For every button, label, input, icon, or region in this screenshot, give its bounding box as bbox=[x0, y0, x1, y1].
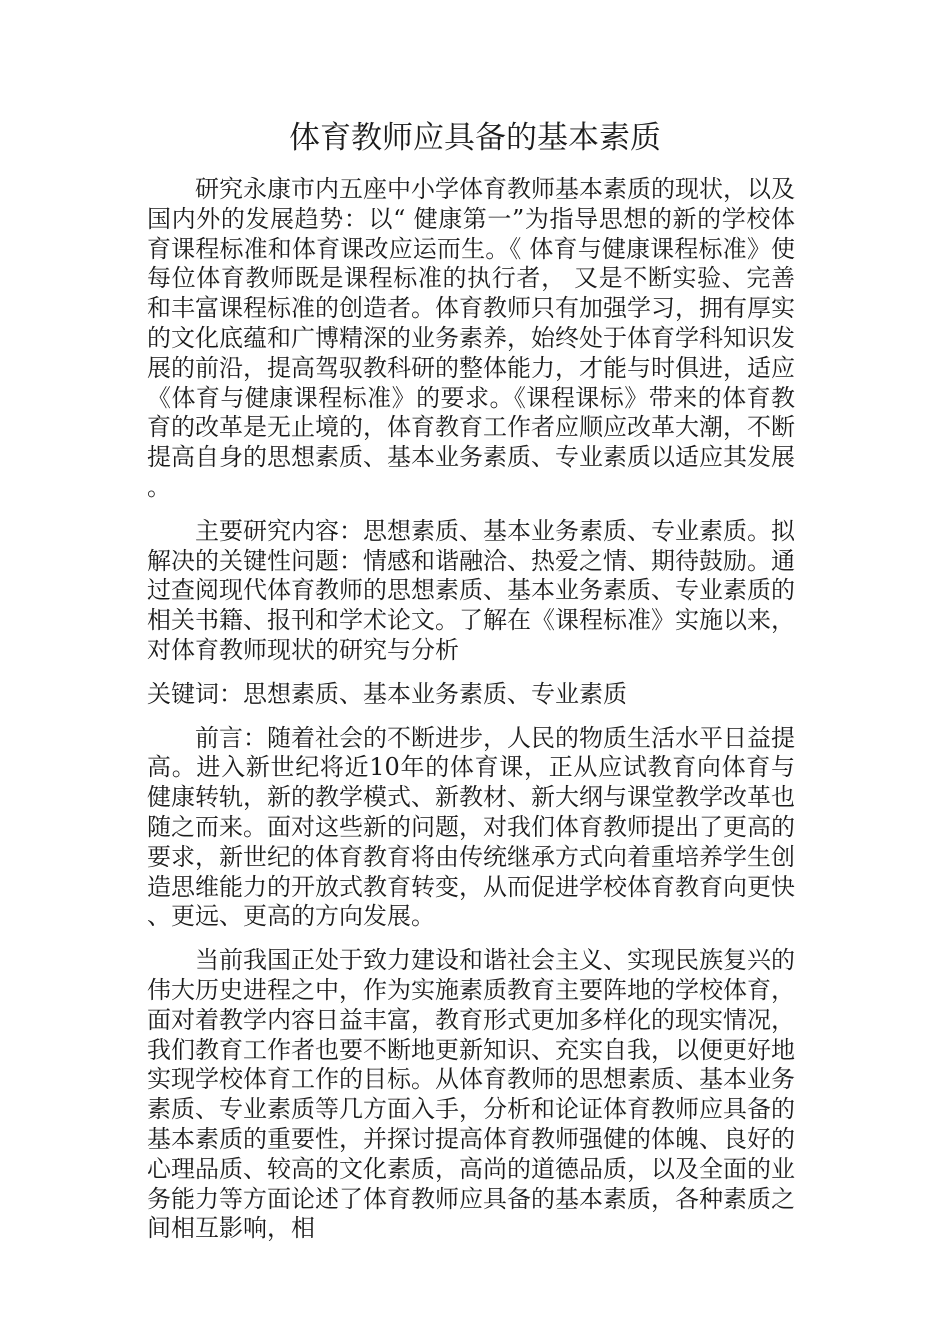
paragraph-abstract: 研究永康市内五座中小学体育教师基本素质的现状，以及国内外的发展趋势：以“ 健康第一”为指导思想的新的学校体育课程标准和体育课改应运而生。《 体育与健康课程标准》使每位体育教师既是课程标准的执行者， 又是不断实验、完善和丰富课程标准的创造者。体育教师只有加强学习，拥有厚实的文化底蕴和广博精深的业务素养，始终处于体育学科知识发展的前沿，提高驾驭教科研的整体能力，才能与时俱进，适应《体育与健康课程标准》的要求。《课程课标》带来的体育教育的改革是无止境的，体育教育工作者应顺应改革大潮，不断提高自身的思想素质、基本业务素质、专业素质以适应其发展。 bbox=[147, 175, 795, 501]
paragraph-research-content: 主要研究内容：思想素质、基本业务素质、专业素质。拟解决的关键性问题：情感和谐融洽、热爱之情、期待鼓励。通过查阅现代体育教师的思想素质、基本业务素质、专业素质的相关书籍、报刊和学术论文。了解在《课程标准》实施以来，对体育教师现状的研究与分析 bbox=[147, 516, 795, 664]
paragraph-preface: 前言：随着社会的不断进步，人民的物质生活水平日益提高。进入新世纪将近10年的体育课，正从应试教育向体育与健康转轨，新的教学模式、新教材、新大纲与课堂教学改革也随之而来。面对这些新的问题，对我们体育教师提出了更高的要求，新世纪的体育教育将由传统继承方式向着重培养学生创造思维能力的开放式教育转变，从而促进学校体育教育向更快、更远、更高的方向发展。 bbox=[147, 723, 795, 931]
document-title: 体育教师应具备的基本素质 bbox=[289, 120, 661, 156]
document-body bbox=[147, 175, 795, 1258]
paragraph-keywords: 关键词：思想素质、基本业务素质、专业素质 bbox=[147, 679, 627, 708]
paragraph-current-situation: 当前我国正处于致力建设和谐社会主义、实现民族复兴的伟大历史进程之中，作为实施素质教育主要阵地的学校体育，面对着教学内容日益丰富，教育形式更加多样化的现实情况，我们教育工作者也要不断地更新知识、充实自我，以便更好地实现学校体育工作的目标。从体育教师的思想素质、基本业务素质、专业素质等几方面入手，分析和论证体育教师应具备的基本素质的重要性，并探讨提高体育教师强健的体魄、良好的心理品质、较高的文化素质，高尚的道德品质，以及全面的业务能力等方面论述了体育教师应具备的基本素质，各种素质之间相互影响，相 bbox=[147, 946, 795, 1243]
